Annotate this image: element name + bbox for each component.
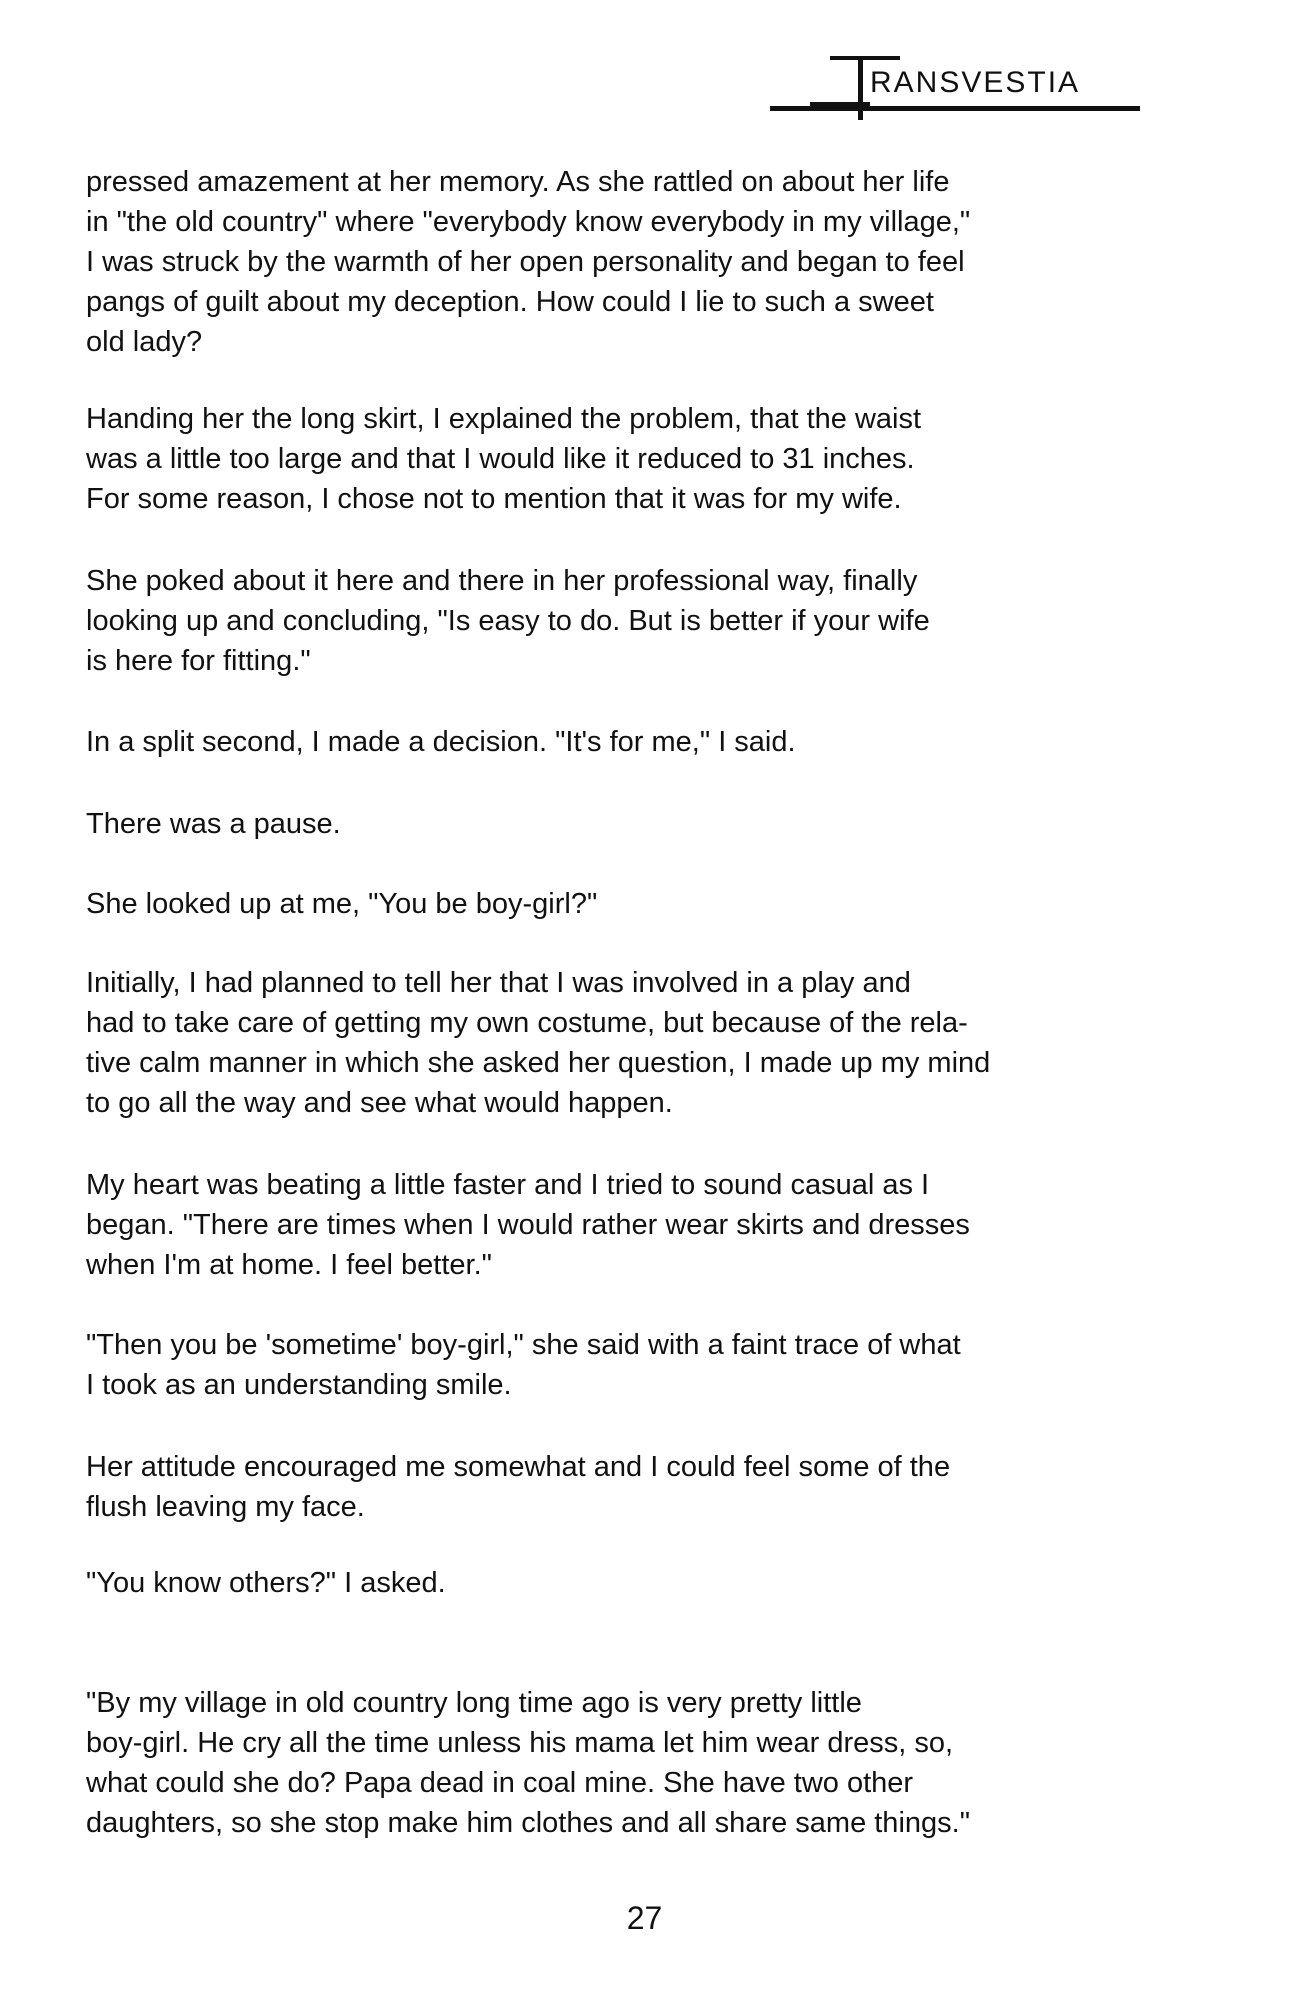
paragraph-2	[86, 399, 1142, 519]
paragraph-8	[86, 1165, 1142, 1285]
text-line: when I'm at home. I feel better."	[86, 1249, 492, 1281]
paragraph-text	[86, 1447, 1142, 1527]
text-line: boy-girl. He cry all the time unless his mama let him wear dress, so,	[86, 1727, 954, 1759]
text-line: daughters, so she stop make him clothes and all share same things."	[86, 1807, 970, 1839]
paragraph-text	[86, 1165, 1142, 1285]
paragraph-text	[86, 722, 1142, 762]
page-number: 27	[626, 1900, 663, 1936]
text-line: There was a pause.	[86, 808, 341, 840]
paragraph-text	[86, 963, 1142, 1123]
paragraph-text	[86, 561, 1142, 681]
text-line: For some reason, I chose not to mention that it was for my wife.	[86, 483, 902, 515]
text-line: tive calm manner in which she asked her question, I made up my mind	[86, 1047, 991, 1079]
paragraph-text	[86, 884, 1142, 924]
paragraph-4	[86, 722, 1142, 762]
paragraph-5	[86, 804, 1142, 844]
text-line: began. "There are times when I would rather wear skirts and dresses	[86, 1209, 970, 1241]
text-line: old lady?	[86, 326, 203, 358]
paragraph-text	[86, 1563, 1142, 1603]
text-line: looking up and concluding, "Is easy to do. But is better if your wife	[86, 605, 930, 637]
text-line: what could she do? Papa dead in coal mine. She have two other	[86, 1767, 914, 1799]
text-line: "By my village in old country long time ago is very pretty little	[86, 1687, 862, 1719]
text-line: to go all the way and see what would happen.	[86, 1087, 673, 1119]
paragraph-text	[86, 1683, 1142, 1843]
text-line: My heart was beating a little faster and I tried to sound casual as I	[86, 1169, 930, 1201]
masthead-rule	[770, 106, 1140, 111]
paragraph-7	[86, 963, 1142, 1123]
masthead	[770, 56, 1140, 120]
paragraph-6	[86, 884, 1142, 924]
paragraph-9	[86, 1325, 1142, 1405]
text-line: She looked up at me, "You be boy-girl?"	[86, 888, 598, 920]
text-line: in "the old country" where "everybody know everybody in my village,"	[86, 206, 971, 238]
paragraph-11	[86, 1563, 1142, 1603]
text-line: pressed amazement at her memory. As she rattled on about her life	[86, 166, 950, 198]
paragraph-text	[86, 399, 1142, 519]
text-line: had to take care of getting my own costume, but because of the rela-	[86, 1007, 968, 1039]
paragraph-text	[86, 804, 1142, 844]
text-line: "You know others?" I asked.	[86, 1567, 446, 1599]
text-line: She poked about it here and there in her professional way, finally	[86, 565, 918, 597]
paragraph-3	[86, 561, 1142, 681]
paragraph-10	[86, 1447, 1142, 1527]
text-line: Initially, I had planned to tell her that I was involved in a play and	[86, 967, 911, 999]
paragraph-1	[86, 162, 1142, 362]
text-line: In a split second, I made a decision. "It's for me," I said.	[86, 726, 796, 758]
text-line: was a little too large and that I would like it reduced to 31 inches.	[86, 443, 915, 475]
text-line: flush leaving my face.	[86, 1491, 365, 1523]
text-line: Handing her the long skirt, I explained the problem, that the waist	[86, 403, 922, 435]
masthead-t-bar	[830, 56, 900, 60]
paragraph-12	[86, 1683, 1142, 1843]
paragraph-text	[86, 162, 1142, 362]
text-line: I was struck by the warmth of her open personality and began to feel	[86, 246, 965, 278]
paragraph-text	[86, 1325, 1142, 1405]
text-line: I took as an understanding smile.	[86, 1369, 512, 1401]
text-line: pangs of guilt about my deception. How could I lie to such a sweet	[86, 286, 934, 318]
text-line: is here for fitting."	[86, 645, 311, 677]
text-line: "Then you be 'sometime' boy-girl," she said with a faint trace of what	[86, 1329, 961, 1361]
text-line: Her attitude encouraged me somewhat and I could feel some of the	[86, 1451, 951, 1483]
masthead-title: RANSVESTIA	[870, 66, 1081, 99]
